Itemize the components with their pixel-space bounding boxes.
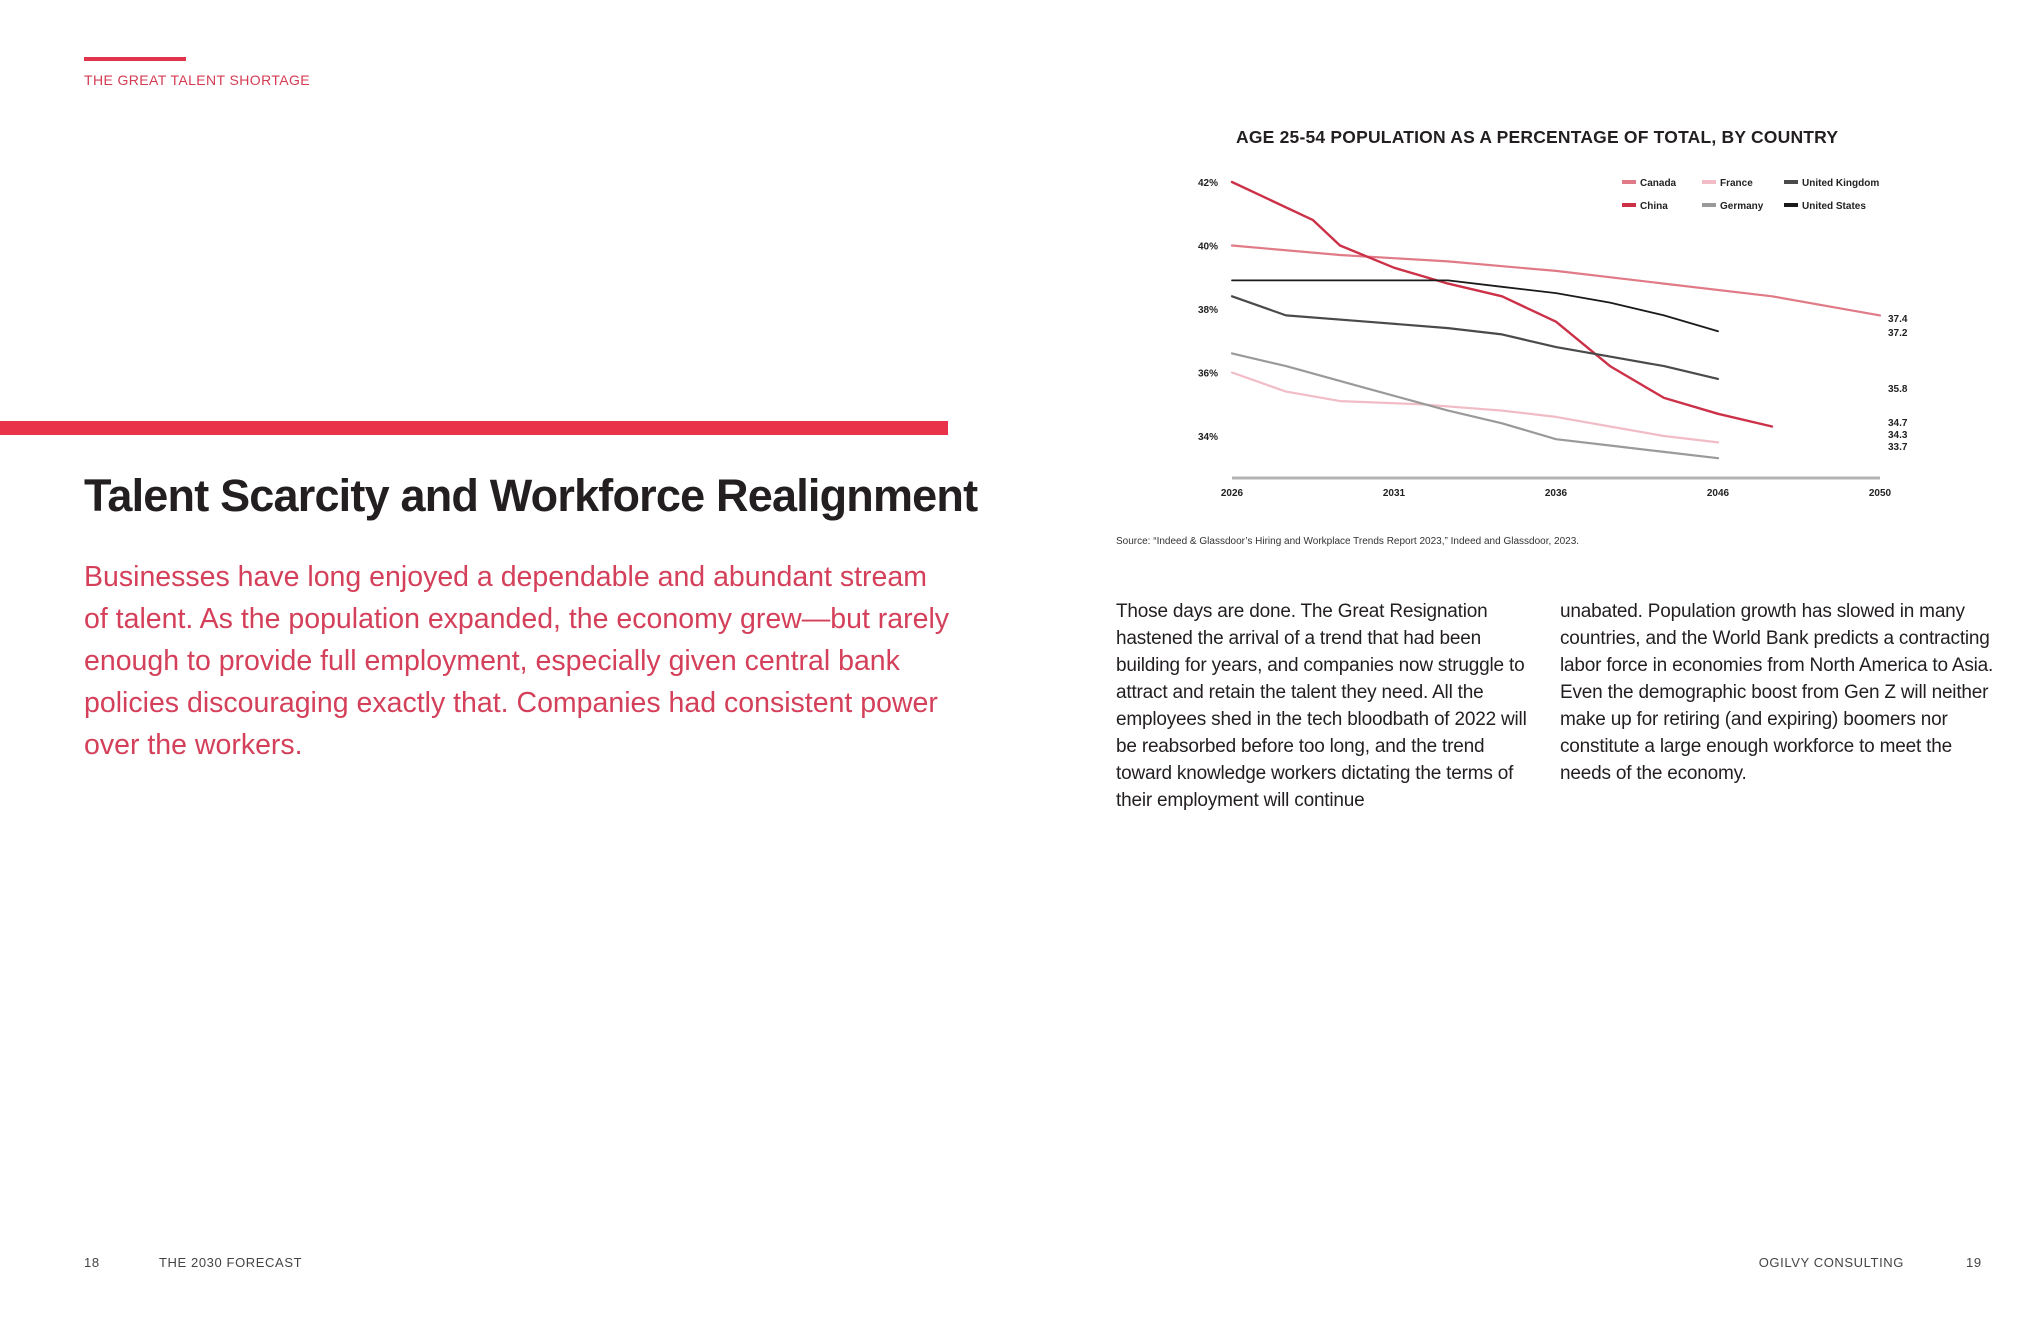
chart-end-value-label: 34.3 [1888,430,1908,441]
chart-y-tick-label: 40% [1198,241,1219,253]
chart-end-value-label: 37.4 [1888,314,1908,325]
chart-y-tick-label: 42% [1198,178,1219,189]
page-number-right: 19 [1966,1255,1982,1270]
chart-end-value-label: 35.8 [1888,384,1908,395]
chart-legend-label: China [1640,201,1668,212]
chart-x-tick-label: 2036 [1544,488,1568,499]
chart-legend-label: Germany [1720,201,1764,212]
chart-series-line-united-kingdom [1232,296,1718,379]
source-note: Source: “Indeed & Glassdoor’s Hiring and Workplace Trends Report 2023,” Indeed and Glassdoor, 2023. [1116,536,1580,547]
chart-series-line-germany [1232,353,1718,458]
page-number-left: 18 [84,1255,100,1270]
chart-y-tick-label: 34% [1198,432,1219,443]
chart-title: AGE 25-54 POPULATION AS A PERCENTAGE OF TOTAL, BY COUNTRY [1236,127,1839,147]
chart-series-line-united-states [1232,280,1718,331]
body-text-column-2: unabated. Population growth has slowed in many countries, and the World Bank predicts a contracting labor force in economies from North America to Asia. Even the demographic boost from Gen Z will neither make up for retiring (and expiring) boomers nor constitute a large enough workforce to meet the needs of the economy. [1560,601,1994,784]
chart-end-value-label: 33.7 [1888,442,1908,453]
chart-end-value-label: 37.2 [1888,328,1908,339]
top-accent-rule [84,57,186,61]
lead-paragraph: Businesses have long enjoyed a dependable and abundant stream of talent. As the population expanded, the economy grew—but rarely enough to provide full employment, especially given central bank policies discouraging exactly that. Companies had consistent power over the workers. [84,561,950,761]
chart-end-value-label: 34.7 [1888,418,1908,429]
section-label: THE GREAT TALENT SHORTAGE [84,72,311,88]
page-title: Talent Scarcity and Workforce Realignment [84,470,978,521]
body-text-column-1: Those days are done. The Great Resignation hastened the arrival of a trend that had been building for years, and companies now struggle to attract and retain the talent they need. All the employees shed in the tech bloodbath of 2022 will be reabsorbed before too long, and the trend toward knowledge workers dictating the terms of their employment will continue [1116,601,1527,811]
chart-x-tick-label: 2050 [1868,488,1892,499]
chart-series-line-china [1232,182,1772,427]
population-line-chart [1160,160,2020,510]
chart-x-tick-label: 2026 [1220,488,1244,499]
chart-legend-label: United Kingdom [1802,178,1880,189]
red-divider-band [0,421,948,435]
chart-legend-label: France [1720,178,1753,189]
chart-y-tick-label: 36% [1198,368,1219,380]
footer-publication-title: THE 2030 FORECAST [159,1255,303,1270]
chart-x-tick-label: 2046 [1706,488,1730,499]
chart-legend-label: United States [1802,201,1866,212]
footer-publisher: OGILVY CONSULTING [1758,1255,1904,1270]
chart-x-tick-label: 2031 [1382,488,1406,499]
chart-y-tick-label: 38% [1198,305,1219,316]
chart-legend-label: Canada [1640,178,1677,189]
chart-series-line-france [1232,373,1718,443]
